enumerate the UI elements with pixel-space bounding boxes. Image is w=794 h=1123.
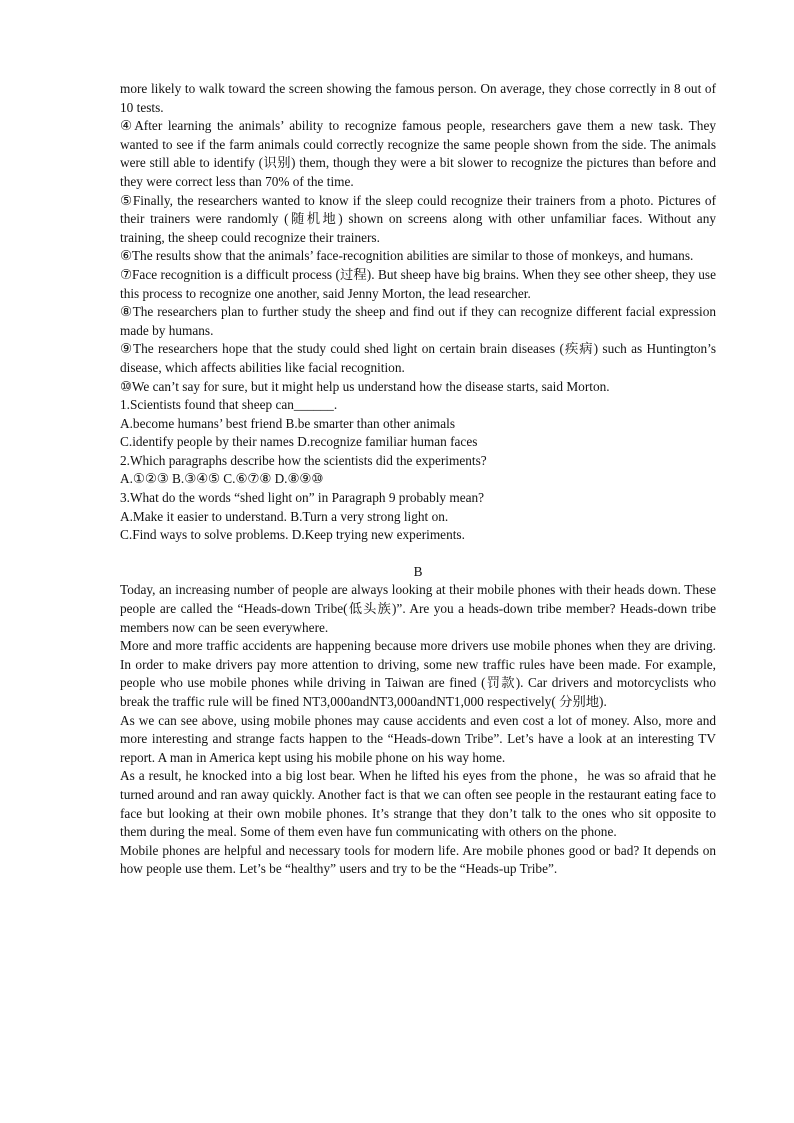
document-page (120, 80, 716, 879)
paragraph-5: ⑤Finally, the researchers wanted to know if the sleep could recognize their trainers from a photo. Pictures of their trainers were randomly (随机地) shown on screens along with other unfamiliar faces. Without any training, the sheep could recognize their trainers. (120, 192, 716, 245)
question-1-options-ab: A.become humans’ best friend B.be smarter than other animals (120, 415, 456, 431)
paragraph-7: ⑦Face recognition is a difficult process (过程). But sheep have big brains. When they see other sheep, they use this process to recognize one another, said Jenny Morton, the lead researcher. (120, 266, 716, 301)
paragraph-b3: As we can see above, using mobile phones may cause accidents and even cost a lot of money. Also, more and more interesting and strange facts happen to the “Heads-down Tribe”. Let’s have a look at an interesting TV report. A man in America kept using his mobile phone on his way home. (120, 712, 716, 765)
passage-b (120, 563, 716, 879)
question-3: 3.What do the words “shed light on” in Paragraph 9 probably mean? (120, 490, 485, 506)
paragraph-b5: Mobile phones are helpful and necessary tools for modern life. Are mobile phones good or bad? It depends on how people use them. Let’s be “healthy” users and try to be the “Heads-up Tribe”. (120, 842, 716, 877)
section-title: B (413, 563, 423, 579)
paragraph-b2: More and more traffic accidents are happening because more drivers use mobile phones when they are driving. In order to make drivers pay more attention to driving, some new traffic rules have been made. For example, people who use mobile phones while driving in Taiwan are fined (罚款). Car drivers and motorcyclists who break the traffic rule will be fined NT3,000andNT3,000andNT1,000 respectively( 分别地). (120, 638, 716, 709)
paragraph-b1: Today, an increasing number of people are always looking at their mobile phones with their heads down. These people are called the “Heads-down Tribe(低头族)”. Are you a heads-down tribe member? Heads-down tribe members now can be seen everywhere. (120, 582, 716, 635)
paragraph-b4: As a result, he knocked into a big lost bear. When he lifted his eyes from the phone，he was so afraid that he turned around and ran away quickly. Another fact is that we can often see people in the restaurant eating face to face but looking at their own mobile phones. It’s strange that they don’t talk to the ones who sit opposite to them during the meal. Some of them even have fun communicating with others on the phone. (120, 768, 716, 840)
question-3-options-cd: C.Find ways to solve problems. D.Keep trying new experiments. (120, 527, 465, 543)
paragraph-continuation: more likely to walk toward the screen showing the famous person. On average, they chose correctly in 8 out of 10 tests. (120, 81, 716, 115)
question-2-options: A.①②③ B.③④⑤ C.⑥⑦⑧ D.⑧⑨⑩ (120, 471, 324, 487)
paragraph-8: ⑧The researchers plan to further study the sheep and find out if they can recognize different facial expression made by humans. (120, 304, 716, 338)
paragraph-9: ⑨The researchers hope that the study could shed light on certain brain diseases (疾病) such as Huntington’s disease, which affects abilities like facial recognition. (120, 341, 716, 375)
paragraph-4: ④After learning the animals’ ability to recognize famous people, researchers gave them a new task. They wanted to see if the farm animals could correctly recognize the same people shown from the side. The animals were still able to identify (识别) them, though they were a bit slower to recognize the pictures than before and they were correct less than 70% of the time. (120, 118, 716, 189)
question-3-options-ab: A.Make it easier to understand. B.Turn a very strong light on. (120, 508, 449, 524)
question-2: 2.Which paragraphs describe how the scientists did the experiments? (120, 452, 487, 468)
question-1-options-cd: C.identify people by their names D.recognize familiar human faces (120, 434, 478, 450)
paragraph-6: ⑥The results show that the animals’ face-recognition abilities are similar to those of monkeys, and humans. (120, 248, 694, 264)
questions-block (120, 396, 716, 545)
paragraph-10: ⑩We can’t say for sure, but it might help us understand how the disease starts, said Morton. (120, 378, 610, 394)
question-1: 1.Scientists found that sheep can______. (120, 397, 338, 413)
passage-a (120, 80, 716, 545)
